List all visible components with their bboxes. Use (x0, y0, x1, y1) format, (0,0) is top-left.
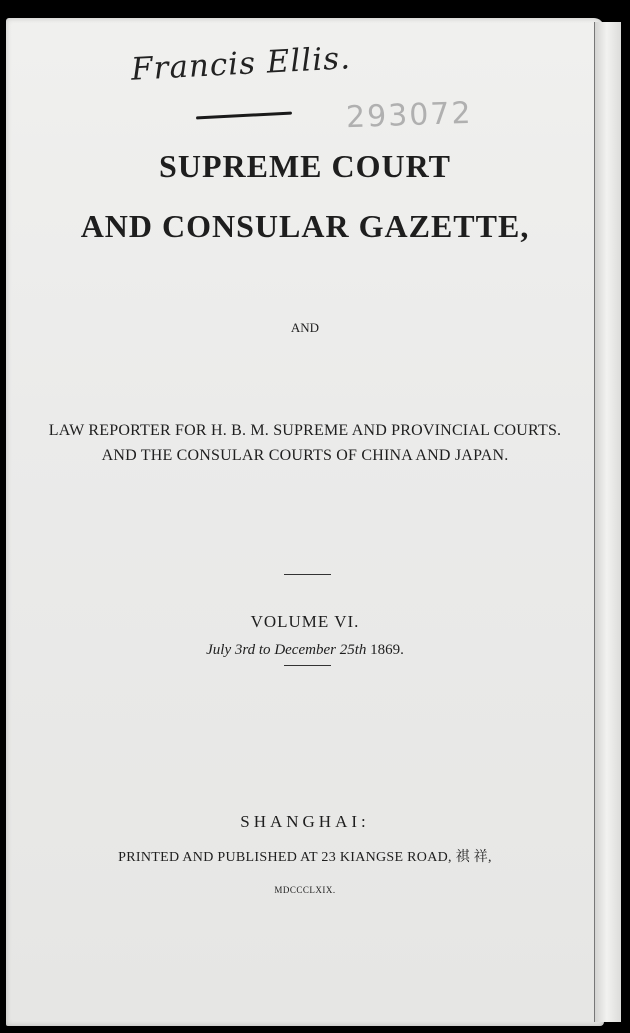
subtitle-line-2: AND THE CONSULAR COURTS OF CHINA AND JAPAN. (101, 447, 509, 464)
end-date: December 25th (274, 642, 367, 658)
dates-year: 1869. (370, 642, 404, 658)
rule-top (284, 574, 331, 575)
volume-number: VOLUME VI. (250, 612, 360, 631)
page-edge (594, 22, 621, 1022)
imprint-city: SHANGHAI: (240, 812, 370, 831)
start-date: July 3rd (206, 642, 256, 658)
rule-bottom (284, 665, 331, 666)
dates-to: to (258, 642, 271, 658)
title-line-2: AND CONSULAR GAZETTE, (80, 208, 530, 244)
imprint-year: MDCCCLXIX. (274, 885, 336, 895)
subtitle-line-1: LAW REPORTER FOR H. B. M. SUPREME AND PROVINCIAL COURTS. (48, 422, 562, 439)
signature-underline (196, 111, 292, 119)
title-page (6, 18, 604, 1026)
accession-number: 293072 (345, 95, 474, 136)
volume-dates (6, 642, 604, 659)
conjunction: AND (290, 320, 320, 335)
imprint-printed: PRINTED AND PUBLISHED AT 23 KIANGSE ROAD, 祺 祥, (118, 850, 492, 865)
handwritten-signature: Francis Ellis. (130, 40, 352, 88)
title-line-1: SUPREME COURT (159, 148, 451, 184)
